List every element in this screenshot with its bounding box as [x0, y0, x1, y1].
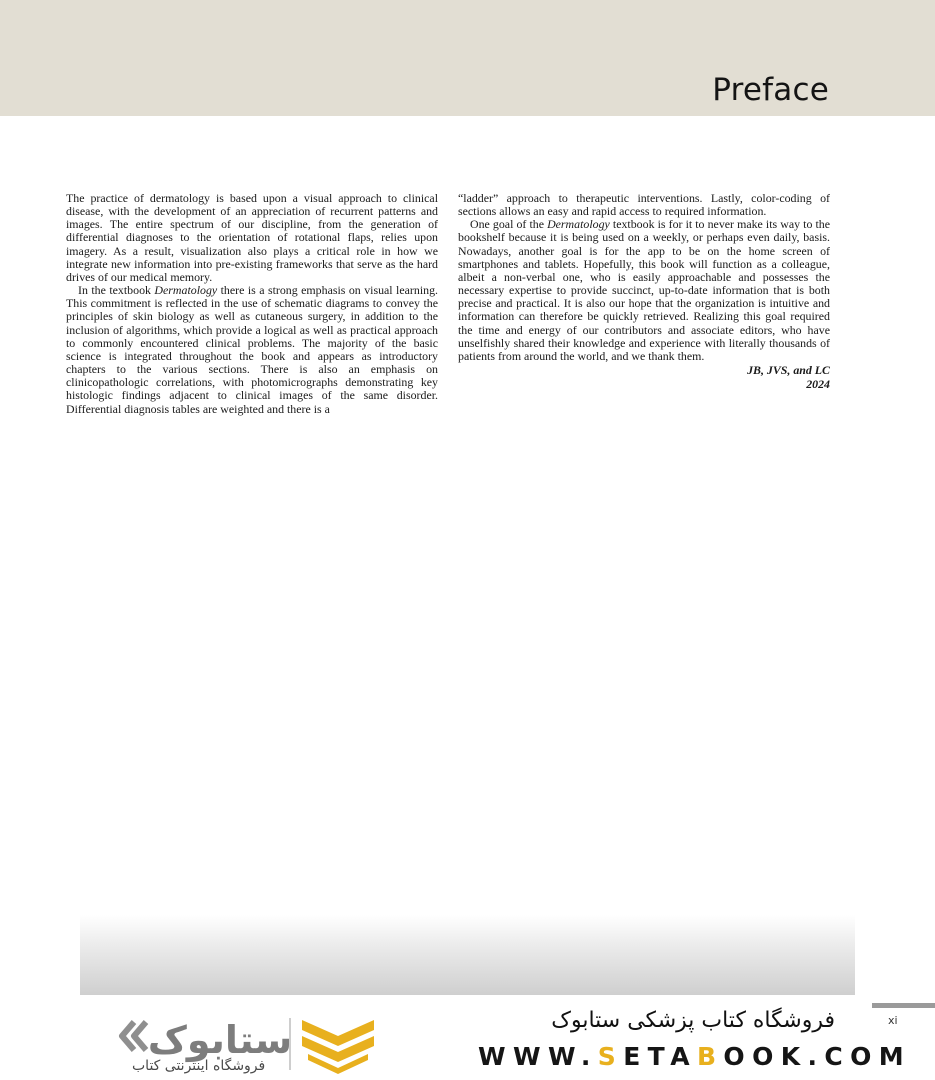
text-run: there is a strong emphasis on visual learning. This commitment is reflected in the use of schematic diagrams to convey the principles of skin biology as well as cutaneous surgery, in addition to the inclusion of algorithms, which provide a logical as well as practical approach to commonly encountered clinical problems. The majority of the basic science is integrated throughout the book and appears as introductory chapters to the various sections. There is also an emphasis on clinicopathologic correlations, with photomicrographs demonstrating key histologic findings adjacent to clinical images of the same disorder. Differential diagnosis tables are weighted and there is a [66, 283, 438, 416]
book-title-italic: Dermatology [547, 217, 610, 232]
left-paragraph [66, 192, 438, 284]
header-band [0, 0, 935, 116]
url-accent-letter: B [696, 1042, 724, 1071]
right-paragraph [458, 218, 830, 363]
url-accent-letter: S [597, 1042, 624, 1071]
left-column [66, 192, 438, 416]
logo-wordmark: ستابوک [147, 1018, 293, 1062]
store-name: فروشگاه کتاب پزشکی ستابوک [551, 1008, 835, 1033]
logo-tagline: فروشگاه اینترنتی کتاب [132, 1058, 266, 1074]
signature-year: 2024 [806, 376, 830, 391]
page-title: Preface [712, 72, 829, 108]
page-tab-marker [872, 1003, 935, 1008]
text-run: One goal of the [470, 217, 548, 232]
url-segment: OOK.COM [723, 1042, 912, 1071]
book-title-italic: Dermatology [154, 283, 218, 298]
chevron-left-icon [134, 1022, 146, 1050]
left-paragraph [66, 284, 438, 416]
url-segment: ETA [623, 1042, 697, 1071]
text-run: “ladder” approach to therapeutic interventions. Lastly, color-coding of sections allows an easy and rapid access to required information. [458, 191, 830, 219]
right-paragraph [458, 192, 830, 218]
bottom-fade [80, 915, 855, 995]
text-run: textbook is for it to never make its way to the bookshelf because it is being used on a weekly, or perhaps even daily, basis. Nowadays, another goal is for the app to be on the home screen of smartphones and tablets. Hopefully, this book will function as a colleague, albeit a non-verbal one, who is easily approachable and possesses the necessary expertise to provide succinct, up-to-date information that is both precise and practical. It is also our hope that the organization is intuitive and information can therefore be quickly retrieved. Realizing this goal required the time and energy of our contributors and associate editors, who have unselfishly shared their knowledge and experience with literally thousands of patients from around the world, and we thank them. [458, 217, 830, 363]
right-column [458, 192, 830, 391]
text-run: The practice of dermatology is based upon a visual approach to clinical disease, with the development of an appreciation of recurrent patterns and images. The entire spectrum of our discipline, from the generation of differential diagnoses to the orientation of rotational flaps, relies upon imagery. As a result, visualization also plays a critical role in how we integrate new information into pre-existing frameworks that serve as the hard drives of our medical memory. [66, 191, 438, 284]
url-segment: WWW. [478, 1042, 598, 1071]
signature [458, 364, 830, 391]
signature-authors: JB, JVS, and LC [747, 363, 830, 378]
page-number: xi [888, 1014, 898, 1027]
text-run: In the textbook [78, 283, 155, 298]
store-url[interactable] [478, 1042, 911, 1071]
